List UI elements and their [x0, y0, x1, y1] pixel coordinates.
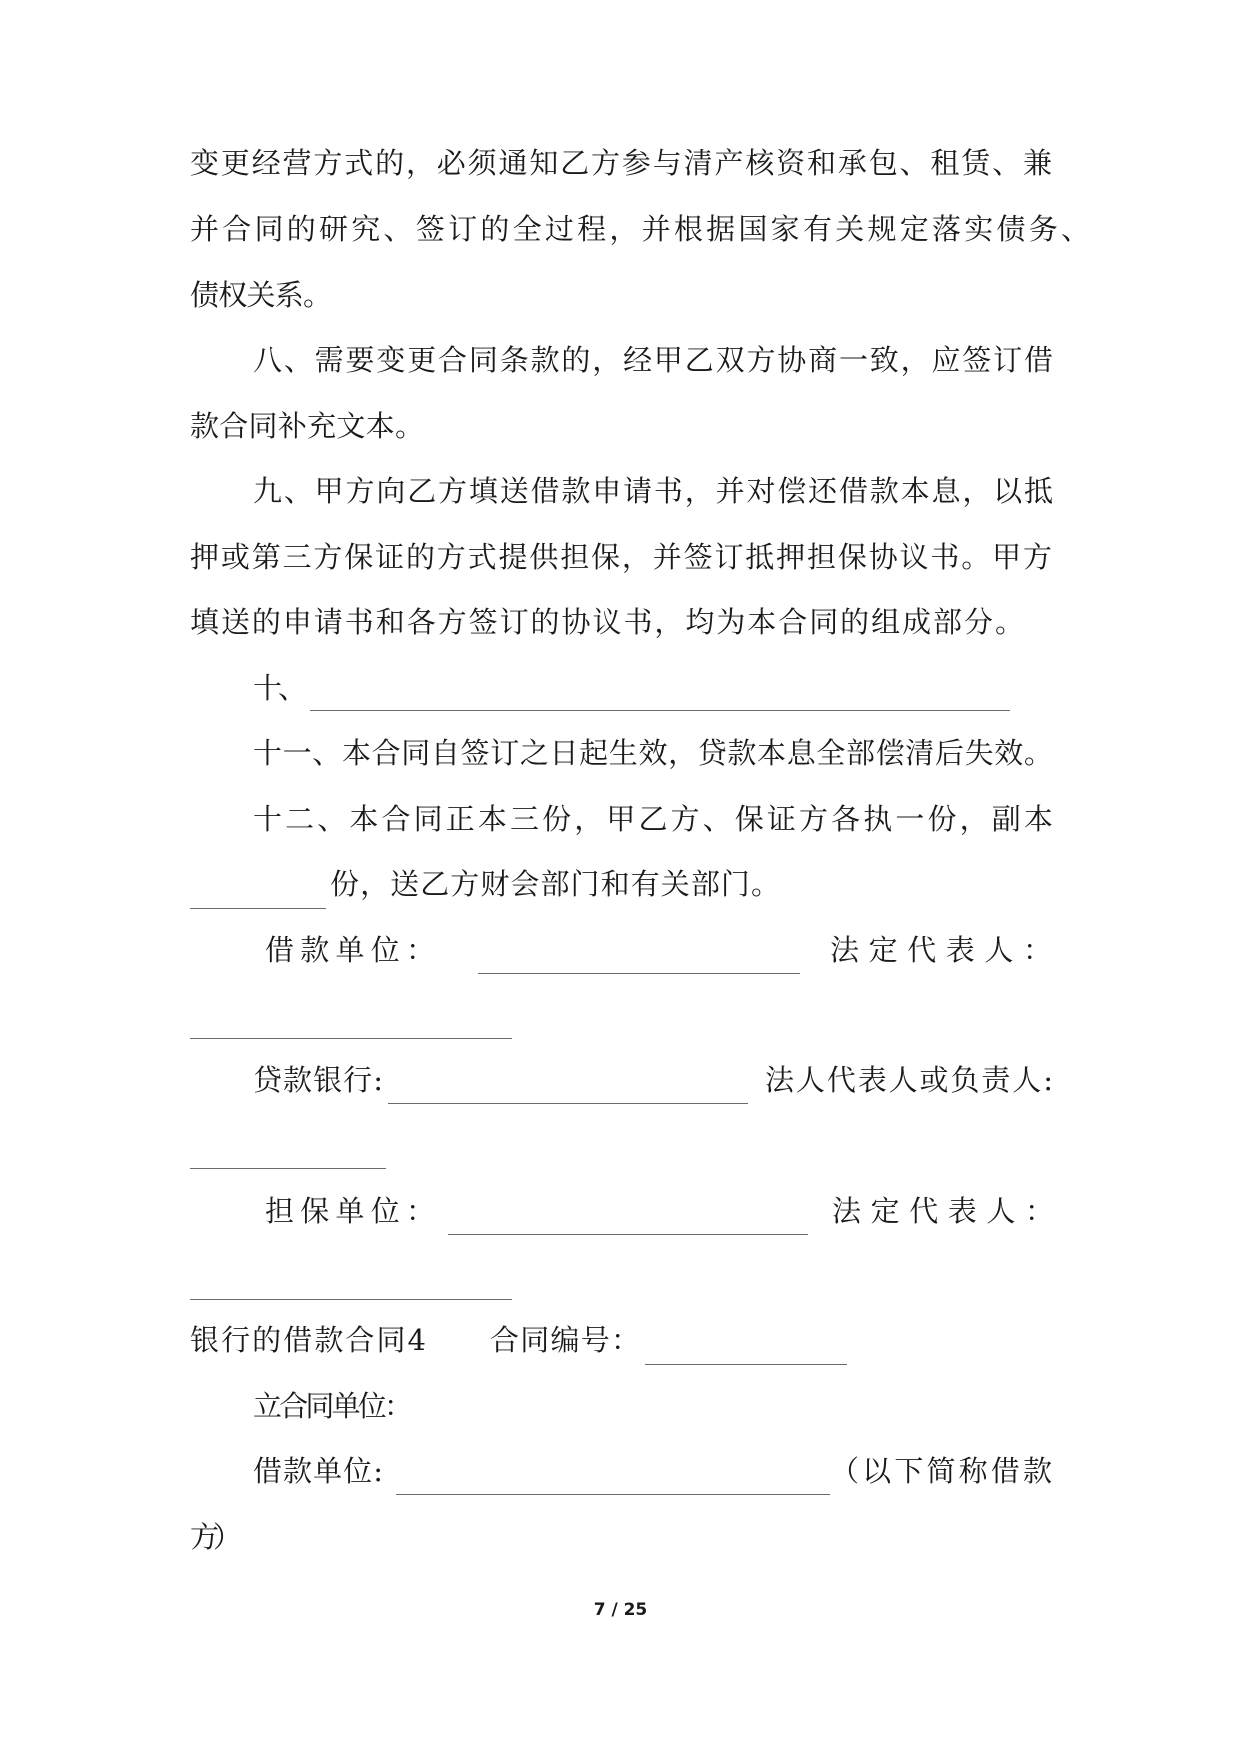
blank-line — [388, 1103, 748, 1104]
text-line: 款合同补充文本。 — [190, 409, 425, 443]
blank-line — [190, 1038, 512, 1039]
blank-line — [190, 1168, 386, 1169]
text-line: 份，送乙方财会部门和有关部门。 — [330, 867, 782, 901]
text-line: 法定代表人： — [830, 933, 1062, 967]
blank-line — [478, 973, 800, 974]
blank-line — [396, 1494, 830, 1495]
text-line: 借款单位: — [253, 1454, 385, 1488]
page-number: 7 / 25 — [593, 1600, 648, 1620]
text-line: 八、需要变更合同条款的，经甲乙双方协商一致，应签订借 — [253, 343, 1055, 377]
text-line: （以下简称借款 — [830, 1454, 1056, 1488]
text-line: 立合同单位： — [253, 1389, 411, 1423]
blank-line — [190, 1299, 512, 1300]
text-line: 借款单位： — [265, 933, 442, 967]
text-line: 九、甲方向乙方填送借款申请书，并对偿还借款本息，以抵 — [253, 474, 1055, 508]
text-line: 银行的借款合同4 — [190, 1323, 429, 1357]
text-line: 担保单位： — [265, 1194, 442, 1228]
text-line: 十一、本合同自签订之日起生效，贷款本息全部偿清后失效。 — [253, 736, 1054, 770]
blank-line — [645, 1364, 847, 1365]
text-line: 十、 — [253, 671, 303, 705]
text-line: 贷款银行: — [253, 1063, 385, 1097]
text-line: 并合同的研究、签订的全过程，并根据国家有关规定落实债务、 — [190, 212, 1094, 246]
text-line: 合同编号： — [490, 1323, 642, 1357]
text-line: 变更经营方式的，必须通知乙方参与清产核资和承包、租赁、兼 — [190, 146, 1054, 180]
text-line: 填送的申请书和各方签订的协议书，均为本合同的组成部分。 — [190, 605, 1026, 639]
text-line: 押或第三方保证的方式提供担保，并签订抵押担保协议书。甲方 — [190, 540, 1054, 574]
text-line: 法人代表人或负责人: — [765, 1063, 1055, 1097]
blank-line — [448, 1234, 808, 1235]
text-line: 十二、本合同正本三份，甲乙方、保证方各执一份，副本 — [253, 802, 1057, 836]
text-line: 法定代表人： — [832, 1194, 1064, 1228]
blank-line — [310, 710, 1010, 711]
text-line: 债权关系。 — [190, 278, 332, 312]
text-line: 方） — [190, 1520, 236, 1554]
blank-line — [190, 908, 326, 909]
